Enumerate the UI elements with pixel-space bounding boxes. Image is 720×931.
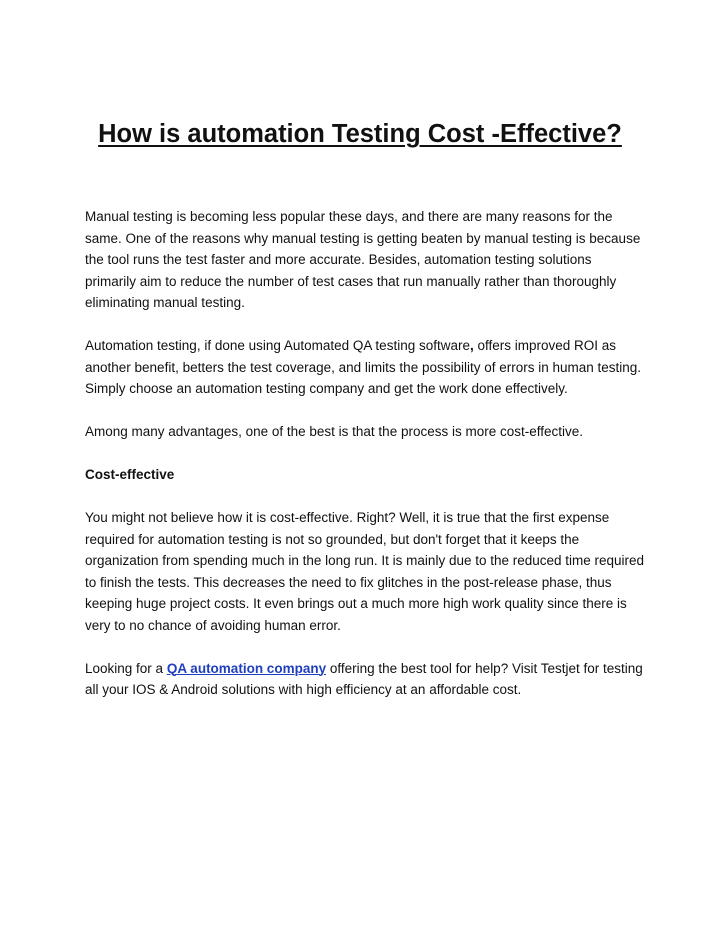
paragraph-automation-text-start: Automation testing, if done using Automated QA testing software <box>85 338 470 353</box>
paragraph-cost-effective: You might not believe how it is cost-effective. Right? Well, it is true that the first expense required for automation testing is not so grounded, but don't forget that it keeps the organization from spending much in the long run. It is mainly due to the reduced time required to finish the tests. This decreases the need to fix glitches in the post-release phase, thus keeping huge project costs. It even brings out a much more high work quality since there is very to no chance of avoiding human error. <box>85 510 645 633</box>
article-body <box>85 206 645 722</box>
page-title: How is automation Testing Cost -Effective? <box>98 120 622 148</box>
qa-automation-company-link[interactable]: QA automation company <box>166 660 327 676</box>
paragraph-cta-text-start: Looking for a <box>85 660 167 676</box>
bold-comma: , <box>469 338 474 353</box>
paragraph-cta-text-end: offering the best tool for help? Visit Testjet for testing all your IOS & Android solutions with high efficiency at an affordable cost. <box>85 660 643 697</box>
section-heading-cost-effective: Cost-effective <box>85 467 175 482</box>
paragraph-advantages: Among many advantages, one of the best is that the process is more cost-effective. <box>85 424 584 439</box>
paragraph-automation-text-end: offers improved ROI as another benefit, betters the test coverage, and limits the possibility of errors in human testing. Simply choose an automation testing company and get the work done effectively. <box>85 338 642 396</box>
paragraph-automation <box>85 335 645 400</box>
paragraph-cta <box>85 658 645 701</box>
paragraph-intro: Manual testing is becoming less popular these days, and there are many reasons for the same. One of the reasons why manual testing is getting beaten by manual testing is because the tool runs the test faster and more accurate. Besides, automation testing solutions primarily aim to reduce the number of test cases that run manually rather than thoroughly eliminating manual testing. <box>85 209 641 310</box>
